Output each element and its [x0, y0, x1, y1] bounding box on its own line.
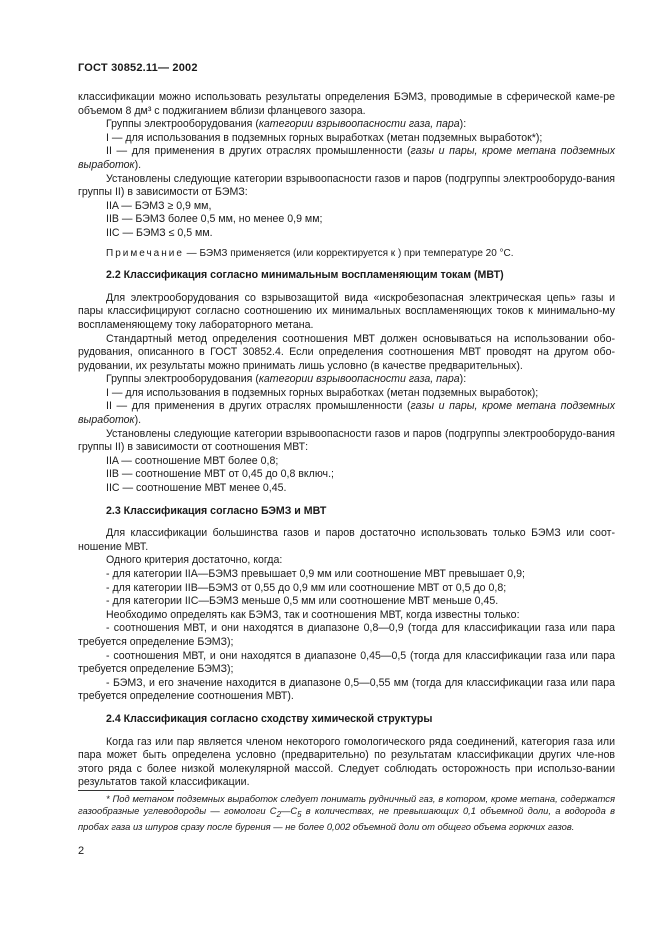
- s22-category-iia: IIA — соотношение МВТ более 0,8;: [106, 454, 279, 467]
- page-number: 2: [78, 845, 85, 857]
- intro-paragraph: классификации можно использовать результаты определения БЭМЗ, проводимые в сферической каме-ре объемом 8 дм³ с поджиганием вблизи фланцевого зазора.: [78, 91, 615, 117]
- note: [78, 247, 615, 261]
- s22-category-iib: IIB — соотношение МВТ от 0,45 до 0,8 включ.;: [106, 468, 334, 481]
- footnote: * Под метаном подземных выработок следует понимать рудничный газ, в котором, кроме метана, содержатся газообразные углеводороды — гомологи $C_2—C_5$ в количествах, не превышающих 0,1 объемной доли, а водорода в пробах газа из шпуров сразу после бурения — не более 0,002 объемной доли от общего объема горючих газов.: [78, 793, 615, 833]
- s22-paragraph-2: Стандартный метод определения соотношения МВТ должен основываться на использовании обо-рудования, описанного в ГОСТ 30852.4. Если определения соотношения МВТ проводят на другом обо-рудовании, их результаты можно принимать лишь условно (в качестве предварительных).: [78, 332, 615, 372]
- s22-categories-intro: Установлены следующие категории взрывоопасности газов и паров (подгруппы электрооборудо-вания группы II) в зависимости от соотношения МВТ:: [78, 427, 615, 454]
- s22-category-iic: IIC — соотношение МВТ менее 0,45.: [106, 482, 287, 495]
- category-iic: IIC — БЭМЗ ≤ 0,5 мм.: [106, 226, 213, 239]
- section-2-4-heading: 2.4 Классификация согласно сходству химической структуры: [106, 712, 433, 725]
- s23-paragraph-2: Одного критерия достаточно, когда:: [106, 554, 283, 567]
- s22-group-i: I — для использования в подземных горных выработках (метан подземных выработок);: [106, 386, 539, 399]
- s23-case-1: - соотношения МВТ, и они находятся в диапазоне 0,8—0,9 (тогда для классификации газа или пара требуется определение БЭМЗ);: [78, 622, 615, 648]
- s24-paragraph-1: Когда газ или пар является членом некоторого гомологического ряда соединений, категория газа или пара может быть определена условно (предварительно) по результатам классификации других чле-нов этого ряда с более низкой молекулярной массой. Следует соблюдать осторожность при использо-вании результатов такой классификации.: [78, 735, 615, 789]
- s23-criterion-iia: - для категории IIA—БЭМЗ превышает 0,9 мм или соотношение МВТ превышает 0,9;: [106, 568, 525, 580]
- category-iia: IIA — БЭМЗ ≥ 0,9 мм,: [106, 199, 212, 212]
- s23-criterion-iib: - для категории IIB—БЭМЗ от 0,55 до 0,9 мм или соотношение МВТ от 0,5 до 0,8;: [106, 581, 507, 594]
- section-2-2-heading: 2.2 Классификация согласно минимальным воспламеняющим токам (МВТ): [106, 269, 504, 282]
- categories-intro: Установлены следующие категории взрывоопасности газов и паров (подгруппы электрооборудо-вания группы II) в зависимости от БЭМЗ:: [78, 172, 615, 199]
- s23-case-2: - соотношения МВТ, и они находятся в диапазоне 0,45—0,5 (тогда для классификации газа или пара требуется определение БЭМЗ);: [78, 649, 615, 676]
- footnote-divider: [78, 790, 174, 791]
- s23-criterion-iic: - для категории IIC—БЭМЗ меньше 0,5 мм или соотношение МВТ меньше 0,45.: [106, 595, 499, 608]
- document-header: [78, 62, 198, 76]
- doc-suffix: — 2002: [157, 62, 198, 74]
- note-text: — БЭМЗ применяется (или корректируется к ) при температуре 20 °С.: [183, 247, 514, 259]
- s22-group-ii: II — для применения в других отраслях промышленности (газы и пары, кроме метана подземных выработок).: [78, 400, 615, 427]
- s22-groups-line: Группы электрооборудования (категории взрывоопасности газа, пара):: [106, 373, 467, 386]
- groups-line: Группы электрооборудования (категории взрывоопасности газа, пара):: [106, 118, 467, 131]
- s23-paragraph-3: Необходимо определять как БЭМЗ, так и соотношения МВТ, когда известны только:: [106, 608, 520, 621]
- s23-case-3: - БЭМЗ, и его значение находится в диапазоне 0,5—0,55 мм (тогда для классификации газа или пара требуется определение соотношения МВТ).: [78, 676, 615, 703]
- s23-paragraph-1: Для классификации большинства газов и паров достаточно использовать только БЭМЗ или соот-ношение МВТ.: [78, 527, 615, 553]
- note-label: Примечание: [106, 247, 184, 259]
- group-ii: II — для применения в других отраслях промышленности (газы и пары, кроме метана подземных выработок).: [78, 145, 615, 171]
- section-2-3-heading: 2.3 Классификация согласно БЭМЗ и МВТ: [106, 504, 327, 517]
- category-iib: IIB — БЭМЗ более 0,5 мм, но менее 0,9 мм;: [106, 213, 323, 226]
- doc-id: ГОСТ 30852.11: [78, 62, 158, 74]
- s22-paragraph-1: Для электрооборудования со взрывозащитой вида «искробезопасная электрическая цепь» газы и пары классифицируют согласно соотношению их минимальных воспламеняющих токов к минимально-му воспламеняющему току лабораторного метана.: [78, 291, 615, 331]
- page-body: [78, 91, 615, 790]
- group-i: I — для использования в подземных горных выработках (метан подземных выработок*);: [106, 131, 543, 144]
